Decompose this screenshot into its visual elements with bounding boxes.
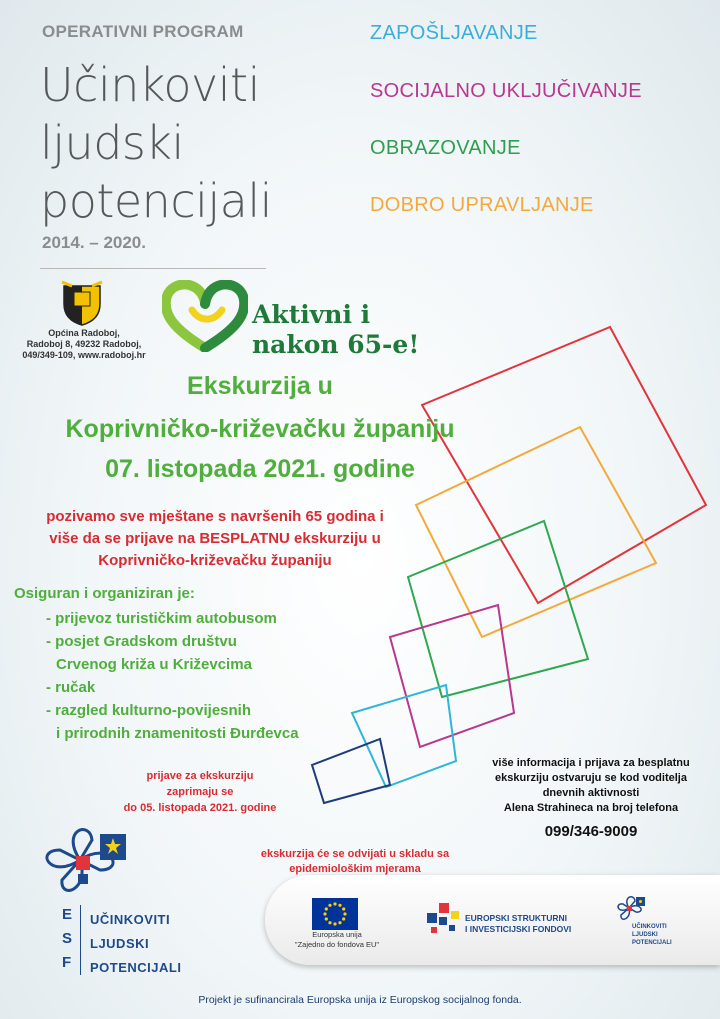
heart-icon: [162, 280, 248, 352]
info-line-3: dnevnih aktivnosti: [542, 787, 640, 799]
topic-social-inclusion: SOCIJALNO UKLJUČIVANJE: [370, 80, 642, 102]
esf-letter-s: S: [62, 930, 73, 947]
program-label: OPERATIVNI PROGRAM: [42, 22, 244, 41]
esf-divider: [80, 905, 81, 975]
municipality-info: [14, 328, 154, 361]
organized-title: Osiguran i organiziran je:: [14, 585, 195, 602]
eu-caption-line-2: "Zajedno do fondova EU": [294, 940, 380, 949]
esif-text: [465, 913, 571, 935]
footer-note: Projekt je sufinancirala Europska unija iz Europskog socijalnog fonda.: [198, 994, 522, 1006]
pinwheel-icon: [30, 820, 140, 900]
eu-caption-line-1: Europska unija: [312, 930, 362, 939]
epidemic-note: [240, 847, 470, 877]
esf-line-1: UČINKOVITI: [90, 912, 171, 927]
topic-good-governance: DOBRO UPRAVLJANJE: [370, 194, 594, 216]
esf-letter-f: F: [62, 954, 72, 971]
slogan-line-2: nakon 65-e!: [252, 330, 420, 359]
small-esf-line-3: POTENCIJALI: [632, 940, 672, 946]
list-item: - posjet Gradskom društvu: [46, 633, 237, 650]
list-item: - razgled kulturno-povijesnih: [46, 702, 252, 719]
invite-line-1: pozivamo sve mještane s navršenih 65 godina i: [46, 508, 384, 525]
event-title-2: Koprivničko-križevačku županiju: [65, 415, 455, 443]
list-item: i prirodnih znamenitosti Đurđevca: [56, 725, 299, 742]
invite-line-3: Koprivničko-križevačku županiju: [98, 552, 332, 569]
title-line-3: potencijali: [40, 174, 272, 228]
list-item: - prijevoz turističkim autobusom: [46, 610, 277, 627]
title-line-2: ljudski: [40, 116, 184, 170]
municipality-line-1: Općina Radoboj,: [48, 328, 120, 338]
esif-line-1: EUROPSKI STRUKTURNI: [465, 913, 568, 923]
epidemic-line-1: ekskurzija će se odvijati u skladu sa: [260, 848, 450, 860]
info-block: [462, 756, 720, 816]
cyan-square: [352, 685, 456, 787]
slogan-line-1: Aktivni i: [252, 300, 371, 329]
municipality-line-2: Radoboj 8, 49232 Radoboj,: [26, 339, 142, 349]
info-line-2: ekskurziju ostvaruju se kod voditelja: [495, 772, 687, 784]
phone-number[interactable]: 099/346-9009: [544, 823, 638, 840]
info-line-4: Alena Strahineca na broj telefona: [503, 802, 679, 814]
list-item: - ručak: [46, 679, 96, 696]
topic-education: OBRAZOVANJE: [370, 137, 521, 159]
eu-caption: [272, 930, 402, 950]
topic-employment: ZAPOŠLJAVANJE: [370, 22, 538, 44]
epidemic-line-2: epidemiološkim mjerama: [289, 863, 421, 875]
program-years: 2014. – 2020.: [42, 233, 146, 252]
title-line-1: Učinkoviti: [40, 58, 260, 112]
coat-of-arms-icon: [60, 280, 104, 326]
esf-letter-e: E: [62, 906, 73, 923]
invite-line-2: više da se prijave na BESPLATNU ekskurziju u: [49, 530, 381, 547]
esf-line-2: LJUDSKI: [90, 936, 150, 951]
deadline-note: [120, 768, 280, 816]
esif-squares-icon: [425, 897, 463, 937]
small-esf-line-1: UČINKOVITI: [632, 924, 667, 930]
event-title-1: Ekskurzija u: [187, 372, 333, 400]
event-date: 07. listopada 2021. godine: [105, 455, 415, 483]
deadline-line-2: do 05. listopada 2021. godine: [123, 802, 277, 814]
eu-flag-icon: [312, 898, 358, 930]
esif-line-2: I INVESTICIJSKI FONDOVI: [465, 924, 572, 934]
esf-line-3: POTENCIJALI: [90, 960, 182, 975]
small-esf-text: [632, 923, 672, 947]
info-line-1: više informacija i prijava za besplatnu: [492, 757, 690, 769]
deadline-line-1: prijave za ekskurziju zaprimaju se: [146, 770, 254, 798]
list-item: Crvenog križa u Križevcima: [56, 656, 252, 673]
municipality-line-3: 049/349-109, www.radoboj.hr: [22, 350, 146, 360]
small-pinwheel-icon: [614, 893, 648, 923]
small-esf-line-2: LJUDSKI: [632, 932, 658, 938]
header-divider: [40, 268, 266, 269]
